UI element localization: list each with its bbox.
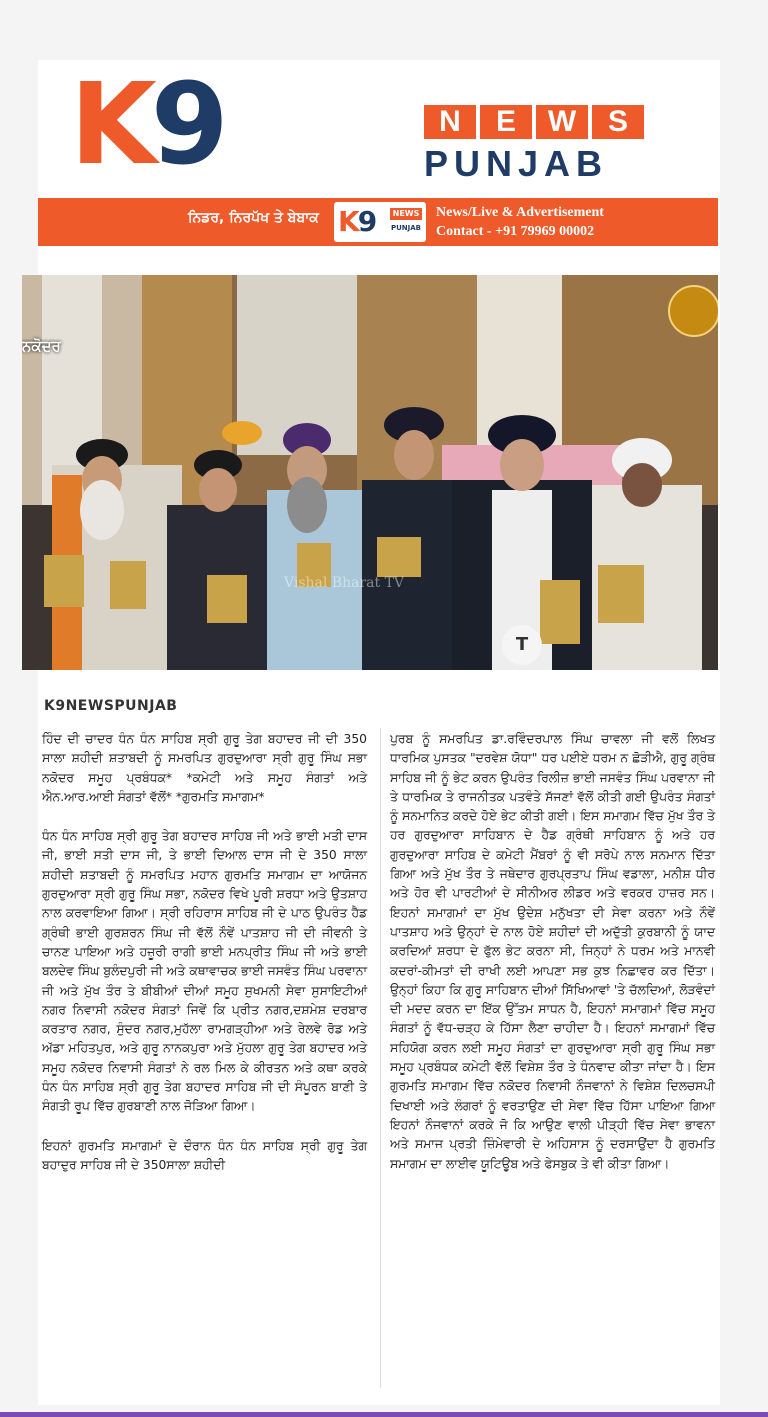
logo-news-letter: S xyxy=(592,105,644,139)
header-strip xyxy=(38,198,718,246)
mini-logo-news: NEWS xyxy=(390,208,422,220)
contact-line-1: News/Live & Advertisement xyxy=(436,205,604,220)
mini-logo-k9 xyxy=(338,204,375,240)
mini-logo-punjab: PUNJAB xyxy=(390,224,422,232)
mini-logo xyxy=(334,202,426,242)
text-extract-button[interactable]: T xyxy=(502,625,542,665)
logo-punjab: PUNJAB xyxy=(424,143,609,184)
paragraph: ਇਹਨਾਂ ਗੁਰਮਤਿ ਸਮਾਗਮਾਂ ਦੇ ਦੌਰਾਨ ਧੰਨ ਧੰਨ ਸਾਹਿਬ ਸ੍ਰੀ ਗੁਰੂ ਤੇਗ ਬਹਾਦੁਰ ਸਾਹਿਬ ਜੀ ਦੇ 350ਸਾਲਾ ਸ਼ਹੀਦੀ xyxy=(42,1138,367,1172)
mini-logo-9: 9 xyxy=(357,205,376,238)
article-right-column xyxy=(390,730,715,1174)
watermark: Vishal Bharat TV xyxy=(284,575,405,591)
channel-seal-icon xyxy=(668,285,718,337)
column-divider xyxy=(380,728,381,1388)
paragraph: ਧੰਨ ਧੰਨ ਸਾਹਿਬ ਸ੍ਰੀ ਗੁਰੂ ਤੇਗ ਬਹਾਦਰ ਸਾਹਿਬ ਜੀ ਅਤੇ ਭਾਈ ਮਤੀ ਦਾਸ ਜੀ, ਭਾਈ ਸਤੀ ਦਾਸ ਜੀ, ਤੇ ਭਾਈ ਦਿਆਲ ਦਾਸ ਜੀ ਦੇ 350 ਸਾਲਾ ਸ਼ਹੀਦੀ ਸ਼ਤਾਬਦੀ ਨੂੰ ਸਮਰਪਿਤ ਮਹਾਨ ਗੁਰਮਤਿ ਸਮਾਗਮ ਦਾ ਆਯੋਜਨ ਗੁਰਦੁਆਰਾ ਸ੍ਰੀ ਗੁਰੂ ਸਿੰਘ ਸਭਾ, ਨਕੋਦਰ ਵਿਖੇ ਪੂਰੀ ਸ਼ਰਧਾ ਅਤੇ ਉਤਸ਼ਾਹ ਨਾਲ ਕਰਵਾਇਆ ਗਿਆ। ਸ੍ਰੀ ਰਹਿਰਾਸ ਸਾਹਿਬ ਜੀ ਦੇ ਪਾਠ ਉਪਰੰਤ ਹੈਡ ਗ੍ਰੰਥੀ ਭਾਈ ਗੁਰਸ਼ਰਨ ਸਿੰਘ ਜੀ ਵੱਲੋਂ ਨੌਵੇਂ ਪਾਤਸ਼ਾਹ ਜੀ ਦੀ ਜੀਵਨੀ ਤੇ ਚਾਨਣ ਪਾਇਆ ਅਤੇ ਹਜ਼ੂਰੀ ਰਾਗੀ ਭਾਈ ਮਨਪ੍ਰੀਤ ਸਿੰਘ ਜੀ ਅਤੇ ਭਾਈ ਬਲਦੇਵ ਸਿੰਘ ਬੁਲੰਦਪੁਰੀ ਜੀ ਅਤੇ ਕਥਾਵਾਚਕ ਭਾਈ ਜਸਵੰਤ ਸਿੰਘ ਪਰਵਾਨਾ ਜੀ ਅਤੇ ਮੁੱਖ ਤੌਰ ਤੇ ਬੀਬੀਆਂ ਦੀਆਂ ਸਮੂਹ ਸੁਖਮਨੀ ਸੇਵਾ ਸੁਸਾਇਟੀਆਂ ਨਗਰ ਨਿਵਾਸੀ ਨਕੋਦਰ ਸੰਗਤਾਂ ਜਿਵੇਂ ਕਿ ਪ੍ਰੀਤ ਨਗਰ,ਦਸ਼ਮੇਸ਼ ਦਰਬਾਰ ਕਰਤਾਰ ਨਗਰ, ਸੁੰਦਰ ਨਗਰ,ਮੁਹੱਲਾ ਰਾਮਗੜ੍ਹੀਆ ਅਤੇ ਰੇਲਵੇ ਰੋਡ ਅਤੇ ਅੱਡਾ ਮਹਿਤਪੁਰ, ਅਤੇ ਗੁਰੂ ਨਾਨਕਪੁਰਾ ਅਤੇ ਮੁੱਹਲਾ ਗੁਰੂ ਤੇਗ ਬਹਾਦਰ ਅਤੇ ਸਮੂਹ ਨਕੋਦਰ ਨਿਵਾਸੀ ਸੰਗਤਾਂ ਨੇ ਰਲ ਮਿਲ ਕੇ ਕੀਰਤਨ ਅਤੇ ਕਥਾ ਕਰਕੇ ਧੰਨ ਧੰਨ ਸਾਹਿਬ ਸ੍ਰੀ ਗੁਰੂ ਤੇਗ ਬਹਾਦਰ ਸਾਹਿਬ ਜੀ ਦੀ ਸੰਪੂਰਨ ਬਾਣੀ ਤੇ ਸੰਗਤੀ ਰੂਪ ਵਿੱਚ ਗੁਰਬਾਣੀ ਨਾਲ ਜੋੜਿਆ ਗਿਆ। xyxy=(42,829,367,1114)
logo-k9 xyxy=(70,60,223,190)
location-label: ਨਕੋਦਰ xyxy=(22,337,61,355)
logo-news-letter: E xyxy=(480,105,532,139)
mini-logo-k: K xyxy=(338,205,358,238)
article-source: K9NEWSPUNJAB xyxy=(44,698,178,714)
bottom-bar xyxy=(0,1412,768,1417)
logo-news-letter: W xyxy=(536,105,588,139)
event-photo-illustration xyxy=(22,275,718,670)
k9-news-punjab-logo xyxy=(70,60,710,190)
logo-k: K xyxy=(70,60,151,190)
paragraph: ਹਿੰਦ ਦੀ ਚਾਦਰ ਧੰਨ ਧੰਨ ਸਾਹਿਬ ਸ੍ਰੀ ਗੁਰੂ ਤੇਗ ਬਹਾਦਰ ਜੀ ਦੀ 350 ਸਾਲਾ ਸ਼ਹੀਦੀ ਸ਼ਤਾਬਦੀ ਨੂੰ ਸਮਰਪਿਤ ਗੁਰਦੁਆਰਾ ਸ੍ਰੀ ਗੁਰੂ ਸਿੰਘ ਸਭਾ ਨਕੋਦਰ ਸਮੂਹ ਪ੍ਰਬੰਧਕ* *ਕਮੇਟੀ ਅਤੇ ਸਮੂਹ ਸੰਗਤਾਂ ਅਤੇ ਐਨ.ਆਰ.ਆਈ ਸੰਗਤਾਂ ਵੱਲੋਂ* *ਗੁਰਮਤਿ ਸਮਾਗਮ* xyxy=(42,732,367,804)
logo-news xyxy=(424,105,644,139)
contact-line-2: Contact - +91 79969 00002 xyxy=(436,224,595,239)
contact-info xyxy=(436,203,604,241)
logo-9: 9 xyxy=(150,60,223,190)
tagline: ਨਿਡਰ, ਨਿਰਪੱਖ ਤੇ ਬੇਬਾਕ xyxy=(188,210,319,226)
logo-news-letter: N xyxy=(424,105,476,139)
article-left-column xyxy=(42,730,367,1175)
event-photo xyxy=(22,275,718,670)
paragraph: ਪੁਰਬ ਨੂੰ ਸਮਰਪਿਤ ਡਾ.ਰਵਿੰਦਰਪਾਲ ਸਿੰਘ ਚਾਵਲਾ ਜੀ ਵਲੋਂ ਲਿਖਤ ਧਾਰਮਿਕ ਪੁਸਤਕ "ਦਰਵੇਸ਼ ਯੋਧਾ" ਧਰ ਪਈਏ ਧਰਮ ਨ ਛੋੜੀਐ, ਗੁਰੂ ਗ੍ਰੰਥ ਸਾਹਿਬ ਜੀ ਨੂੰ ਭੇਟ ਕਰਨ ਉਪਰੰਤ ਰਿਲੀਜ਼ ਭਾਈ ਜਸਵੰਤ ਸਿੰਘ ਪਰਵਾਨਾ ਜੀ ਤੇ ਧਾਰਮਿਕ ਤੇ ਰਾਜਨੀਤਕ ਪਤਵੰਤੇ ਸੱਜਣਾਂ ਵੱਲੋਂ ਕੀਤੀ ਗਈ ਉਪਰੰਤ ਸੰਗਤਾਂ ਨੂੰ ਸਨਮਾਨਿਤ ਕਰਦੇ ਹੋਏ ਭੇਟ ਕੀਤੀ ਗਈ। ਇਸ ਸਮਾਗਮ ਵਿੱਚ ਮੁੱਖ ਤੌਰ ਤੇ ਹਰ ਗੁਰਦੁਆਰਾ ਸਾਹਿਬਾਨ ਦੇ ਹੈਡ ਗ੍ਰੰਥੀ ਸਾਹਿਬਾਨ ਨੂੰ ਅਤੇ ਹਰ ਗੁਰਦੁਆਰਾ ਸਾਹਿਬ ਦੇ ਕਮੇਟੀ ਮੈਂਬਰਾਂ ਨੂੰ ਵੀ ਸਰੋਪੇ ਨਾਲ ਸਨਮਾਨ ਦਿੱਤਾ ਗਿਆ ਅਤੇ ਮੁੱਖ ਤੌਰ ਤੇ ਜਥੇਦਾਰ ਗੁਰਪ੍ਰਤਾਪ ਸਿੰਘ ਵਡਾਲਾ, ਮਨੀਸ਼ ਧੀਰ ਅਤੇ ਹੋਰ ਵੀ ਪਾਰਟੀਆਂ ਦੇ ਸੀਨੀਅਰ ਲੀਡਰ ਅਤੇ ਵਰਕਰ ਹਾਜ਼ਰ ਸਨ।ਇਹਨਾਂ ਸਮਾਗਮਾਂ ਦਾ ਮੁੱਖ ਉਦੇਸ਼ ਮਨੁੱਖਤਾ ਦੀ ਸੇਵਾ ਕਰਨਾ ਅਤੇ ਨੌਵੇਂ ਪਾਤਸ਼ਾਹ ਅਤੇ ਉਨ੍ਹਾਂ ਦੇ ਨਾਲ ਹੋਏ ਸ਼ਹੀਦਾਂ ਦੀ ਅਦੁੱਤੀ ਕੁਰਬਾਨੀ ਨੂੰ ਯਾਦ ਕਰਦਿਆਂ ਸ਼ਰਧਾ ਦੇ ਫੁੱਲ ਭੇਟ ਕਰਨਾ ਸੀ, ਜਿਨ੍ਹਾਂ ਨੇ ਧਰਮ ਅਤੇ ਮਾਨਵੀ ਕਦਰਾਂ-ਕੀਮਤਾਂ ਦੀ ਰਾਖੀ ਲਈ ਆਪਣਾ ਸਭ ਕੁਝ ਨਿਛਾਵਰ ਕਰ ਦਿੱਤਾ। ਉਨ੍ਹਾਂ ਕਿਹਾ ਕਿ ਗੁਰੂ ਸਾਹਿਬਾਨ ਦੀਆਂ ਸਿੱਖਿਆਵਾਂ 'ਤੇ ਚੱਲਦਿਆਂ, ਲੋੜਵੰਦਾਂ ਦੀ ਮਦਦ ਕਰਨ ਦਾ ਇੱਕ ਉੱਤਮ ਸਾਧਨ ਹੈ, ਇਹਨਾਂ ਸਮਾਗਮਾਂ ਵਿੱਚ ਸਮੂਹ ਸੰਗਤਾਂ ਨੂੰ ਵੱਧ-ਚੜ੍ਹ ਕੇ ਹਿੱਸਾ ਲੈਣਾ ਚਾਹੀਦਾ ਹੈ। ਇਹਨਾਂ ਸਮਾਗਮਾਂ ਵਿੱਚ ਸਹਿਯੋਗ ਕਰਨ ਲਈ ਸਮੂਹ ਸੰਗਤਾਂ ਦਾ ਗੁਰਦੁਆਰਾ ਸ੍ਰੀ ਗੁਰੂ ਸਿੰਘ ਸਭਾ ਸਮੂਹ ਪ੍ਰਬੰਧਕ ਕਮੇਟੀ ਵੱਲੋਂ ਵਿਸ਼ੇਸ਼ ਤੌਰ ਤੇ ਧੰਨਵਾਦ ਕੀਤਾ ਜਾਂਦਾ ਹੈ। ਇਸ ਗੁਰਮਤਿ ਸਮਾਗਮ ਵਿੱਚ ਨਕੋਦਰ ਨਿਵਾਸੀ ਨੌਜਵਾਨਾਂ ਨੇ ਵਿਸ਼ੇਸ਼ ਦਿਲਚਸਪੀ ਦਿਖਾਈ ਅਤੇ ਲੰਗਰਾਂ ਨੂੰ ਵਰਤਾਉਣ ਦੀ ਸੇਵਾ ਵਿੱਚ ਹਿੱਸਾ ਪਾਇਆ ਗਿਆ ਇਹਨਾਂ ਨੌਜਵਾਨਾਂ ਕਰਕੇ ਜੋ ਕਿ ਆਉਣ ਵਾਲੀ ਪੀੜ੍ਹੀ ਵਿੱਚ ਸੇਵਾ ਭਾਵਨਾ ਅਤੇ ਸਮਾਜ ਪ੍ਰਤੀ ਜ਼ਿੰਮੇਵਾਰੀ ਦੇ ਅਹਿਸਾਸ ਨੂੰ ਦਰਸਾਉਂਦਾ ਹੈ ਗੁਰਮਤਿ ਸਮਾਗਮ ਦਾ ਲਾਈਵ ਯੂਟਿਊਬ ਅਤੇ ਫੇਸਬੁਕ ਤੇ ਵੀ ਕੀਤਾ ਗਿਆ। xyxy=(390,732,715,1171)
